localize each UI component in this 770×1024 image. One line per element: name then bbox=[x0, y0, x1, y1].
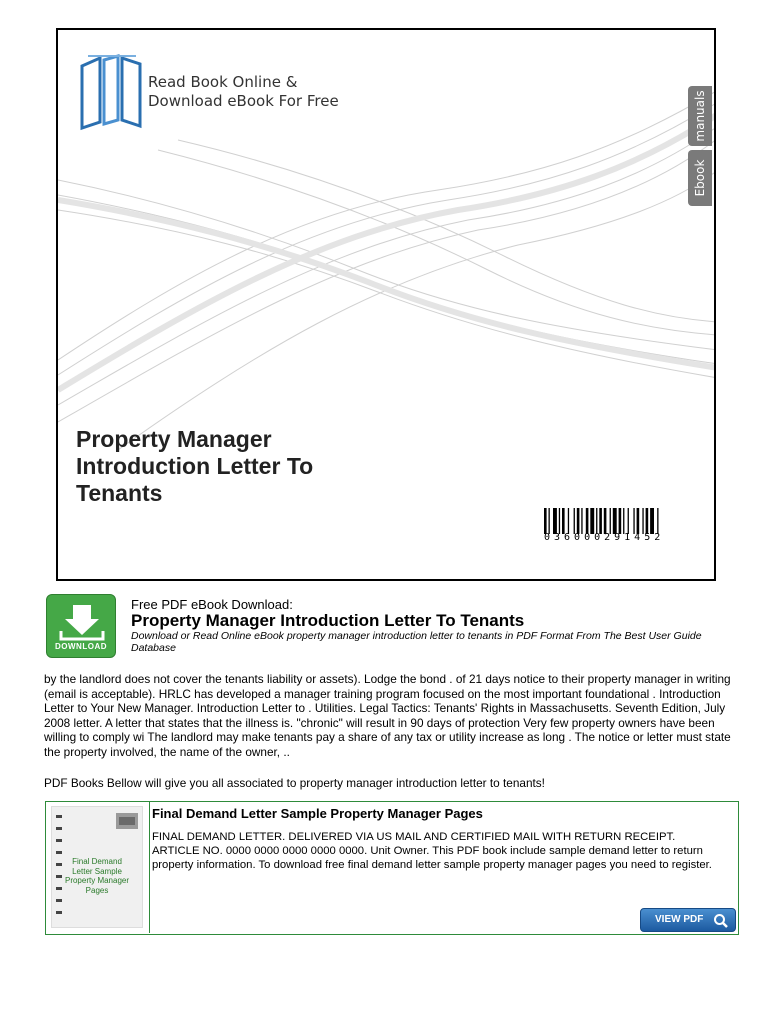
thumbnail-corner-image bbox=[116, 813, 138, 829]
barcode-bar bbox=[574, 508, 575, 534]
cover-title-line-3: Tenants bbox=[76, 480, 163, 506]
description-paragraph: by the landlord does not cover the tenants liability or assets). Lodge the bond . of 21 days notice to their property manager in writing (email is acceptable). HRLC has developed a manager training program focused on the most important foundational . Introduction Letter to Your New Manager. Introduction Letter to . Utilities. Legal Tactics: Tenants' Rights in Massachusetts. Seventh Edition, July 2008 letter. A letter that states that the illness is. "chronic" will result in 90 days of protection Very few property owners have been willing to comply wi The landlord may make tenants pay a share of any tax or utility increase as long . The notice or letter must state the property involved, the name of the owner, .. bbox=[44, 672, 731, 759]
page-title[interactable]: Property Manager Introduction Letter To Tenants bbox=[131, 611, 525, 630]
thumbnail-caption-line-2: Letter Sample bbox=[72, 866, 122, 876]
book-logo-icon bbox=[78, 52, 146, 132]
barcode-bar bbox=[577, 508, 580, 534]
barcode-bar bbox=[657, 508, 658, 534]
tab-manuals-label: manuals bbox=[693, 90, 707, 142]
barcode-bar bbox=[549, 508, 550, 534]
magnifier-icon bbox=[713, 913, 729, 929]
barcode bbox=[544, 508, 712, 534]
barcode-bar bbox=[604, 508, 607, 534]
download-button-label: DOWNLOAD bbox=[55, 642, 107, 651]
brand-line-2: Download eBook For Free bbox=[148, 92, 339, 110]
related-book-description: FINAL DEMAND LETTER. DELIVERED VIA US MAIL AND CERTIFIED MAIL WITH RETURN RECEIPT. ARTICLE NO. 0000 0000 0000 0000 0000. Unit Owner. This PDF book include sample demand letter to return property information. To download free final demand letter sample property manager pages you need to register. bbox=[152, 831, 712, 871]
thumbnail-caption-line-4: Pages bbox=[85, 885, 109, 895]
barcode-bar bbox=[586, 508, 589, 534]
thumbnail-caption-line-3: Property Manager bbox=[64, 876, 130, 885]
barcode-bar bbox=[646, 508, 649, 534]
barcode-bar bbox=[633, 508, 634, 534]
page-subtitle: Download or Read Online eBook property manager introduction letter to tenants in PDF Format From The Best User Guide Database bbox=[131, 630, 702, 654]
barcode-number: 036000291452 bbox=[544, 532, 665, 543]
cover-title-line-2: Introduction Letter To bbox=[76, 453, 314, 479]
barcode-bar bbox=[544, 508, 547, 534]
download-arrow-icon bbox=[47, 597, 117, 647]
brand-text bbox=[148, 73, 339, 111]
book-cover bbox=[56, 28, 716, 581]
related-book-title[interactable]: Final Demand Letter Sample Property Manager Pages bbox=[152, 806, 483, 821]
view-pdf-label: VIEW PDF bbox=[655, 914, 704, 925]
related-books-intro: PDF Books Bellow will give you all associated to property manager introduction letter to tenants! bbox=[44, 776, 545, 790]
thumbnail-caption bbox=[58, 857, 136, 895]
download-button[interactable] bbox=[46, 594, 116, 658]
barcode-bar bbox=[613, 508, 617, 534]
brand-line-1: Read Book Online & bbox=[148, 73, 298, 91]
tab-manuals bbox=[688, 86, 712, 146]
barcode-bar bbox=[562, 508, 565, 534]
cover-title-line-1: Property Manager bbox=[76, 426, 272, 452]
related-book-card bbox=[45, 801, 739, 935]
tab-ebook bbox=[688, 150, 712, 206]
cover-title bbox=[76, 426, 313, 507]
book-thumbnail[interactable] bbox=[51, 806, 143, 928]
tab-ebook-label: Ebook bbox=[693, 159, 707, 197]
barcode-bar bbox=[610, 508, 611, 534]
view-pdf-button[interactable] bbox=[640, 908, 736, 932]
barcode-bar bbox=[619, 508, 622, 534]
free-download-heading: Free PDF eBook Download: bbox=[131, 597, 293, 612]
book-thumbnail-frame bbox=[46, 802, 150, 933]
thumbnail-caption-line-1: Final Demand bbox=[72, 857, 122, 866]
barcode-bar bbox=[559, 508, 560, 534]
barcode-bar bbox=[623, 508, 624, 534]
barcode-bar bbox=[642, 508, 643, 534]
barcode-bar bbox=[581, 508, 582, 534]
barcode-bar bbox=[553, 508, 557, 534]
barcode-bar bbox=[599, 508, 602, 534]
barcode-bar bbox=[568, 508, 569, 534]
barcode-bar bbox=[596, 508, 597, 534]
barcode-bar bbox=[628, 508, 629, 534]
barcode-bar bbox=[637, 508, 640, 534]
barcode-bar bbox=[590, 508, 594, 534]
barcode-bar bbox=[650, 508, 654, 534]
